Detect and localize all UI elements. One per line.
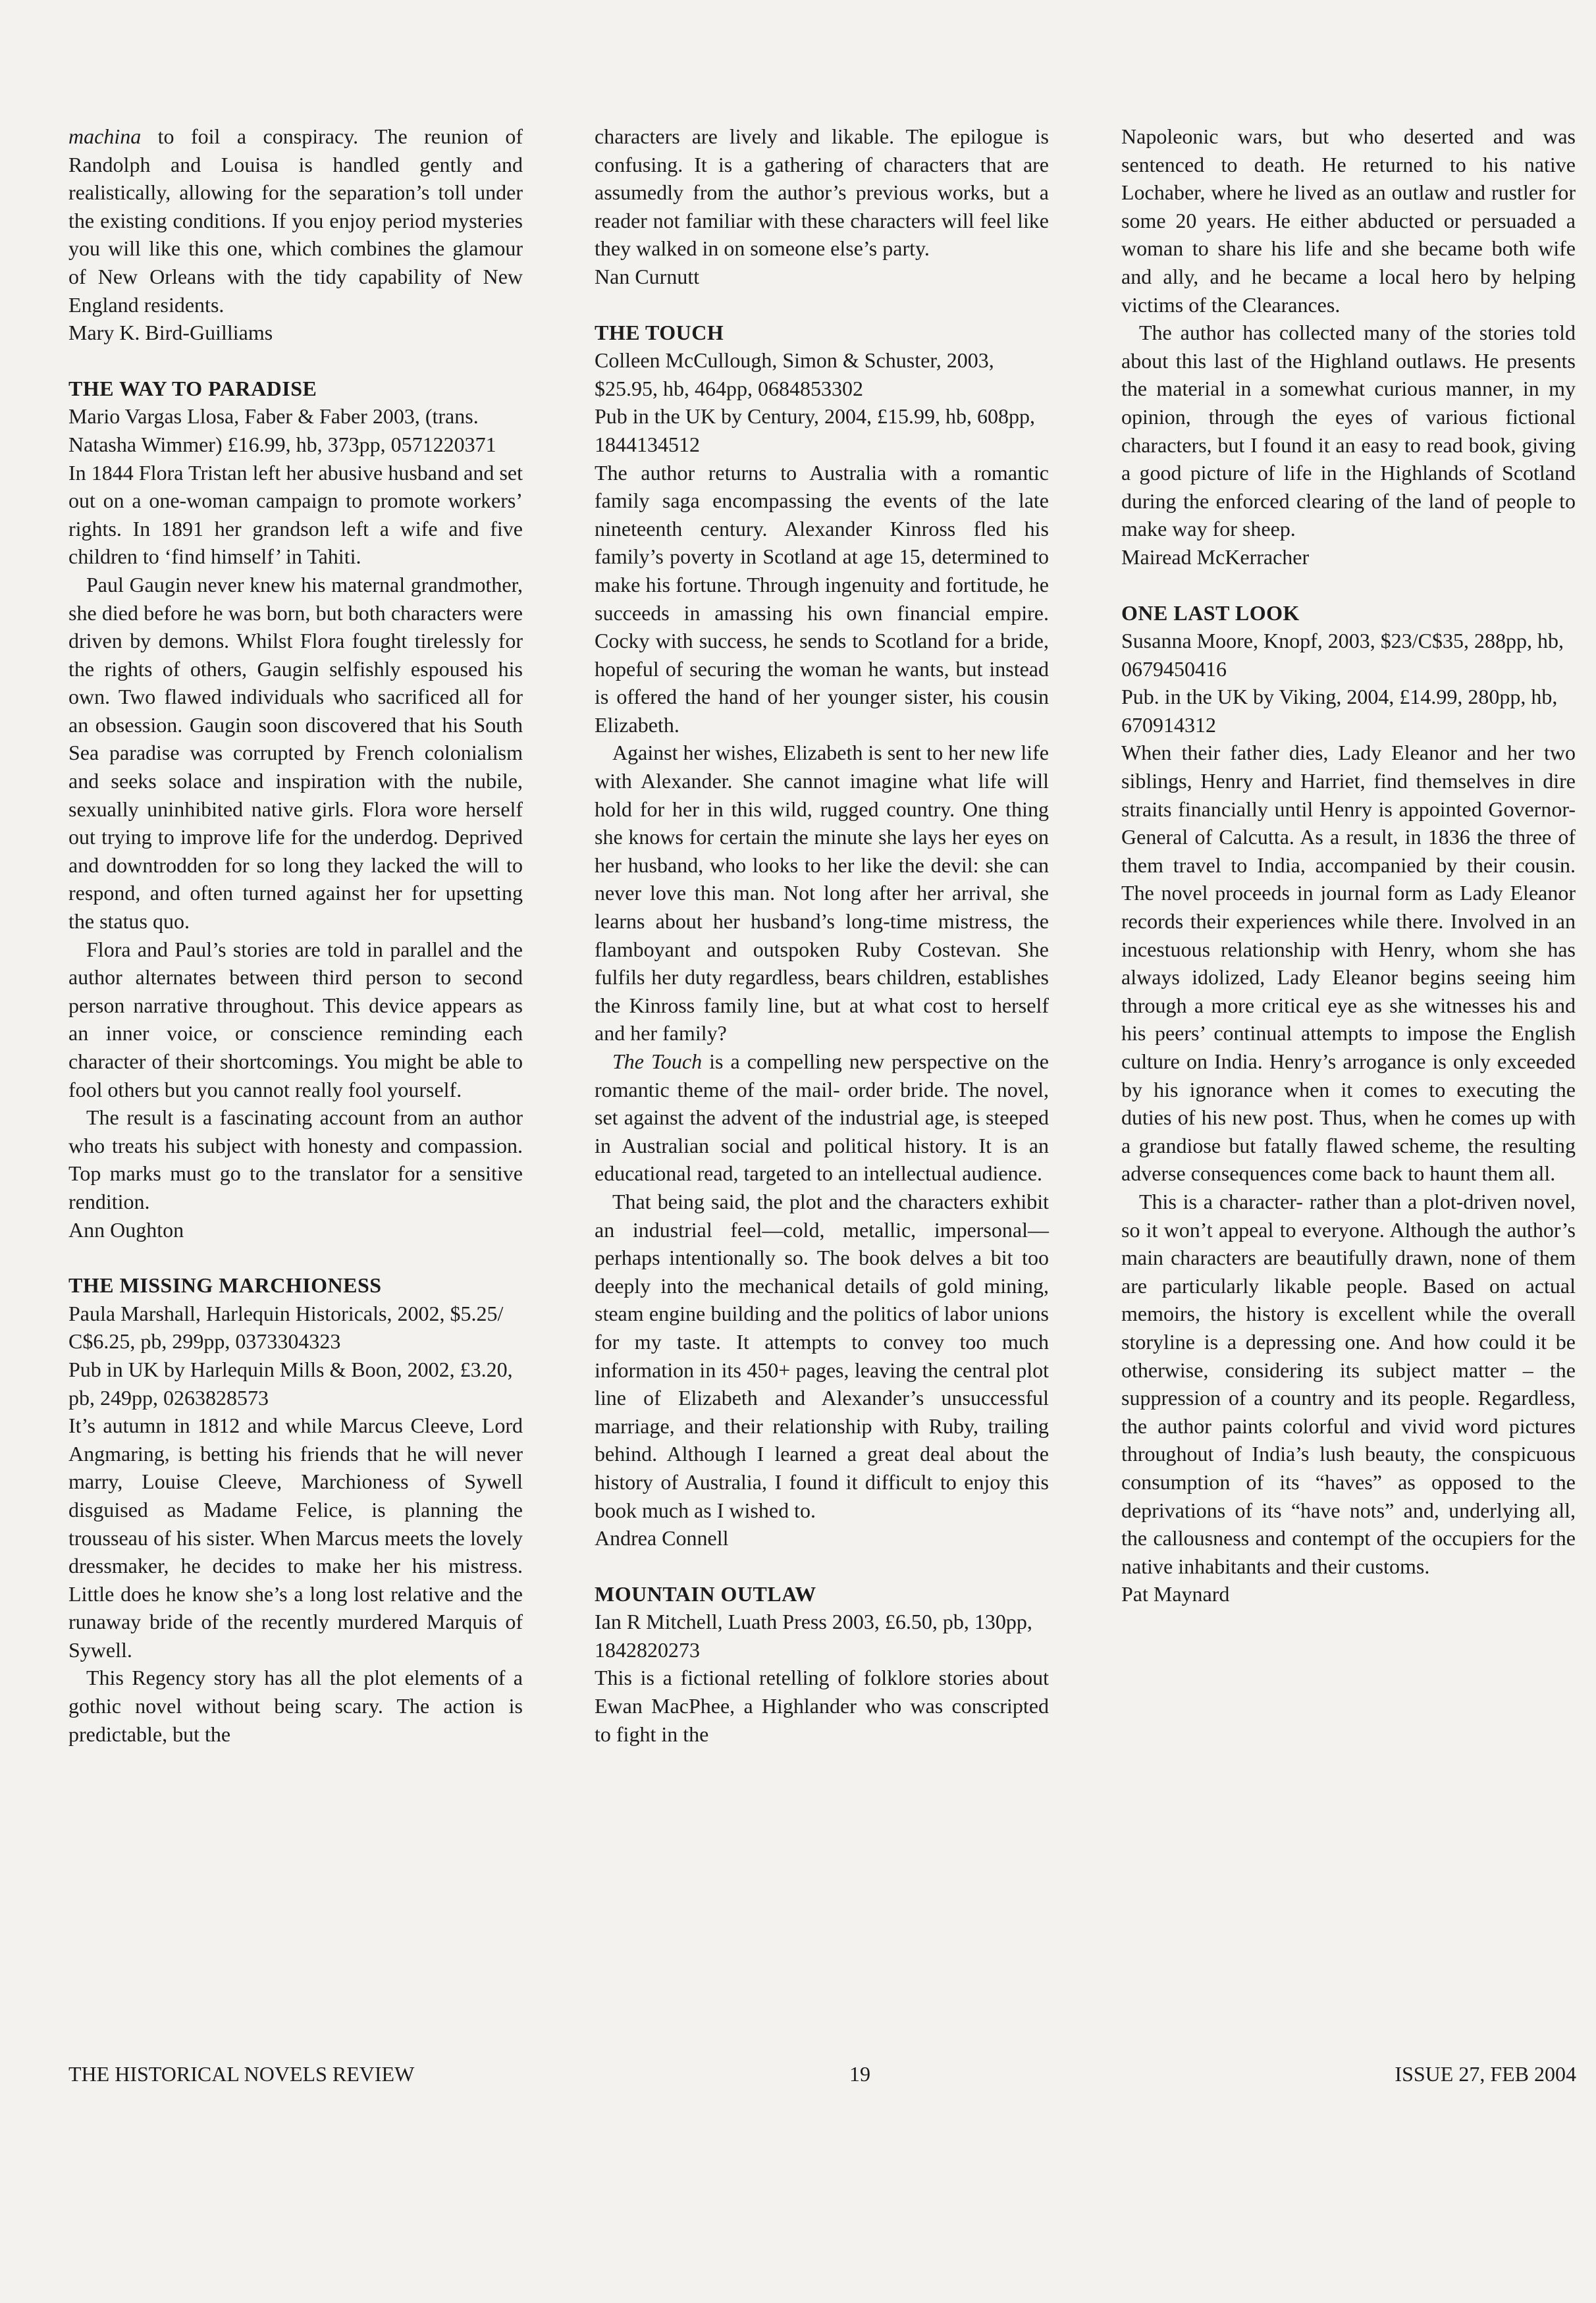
review-tail-paragraph	[68, 122, 523, 319]
review-paragraph: When their father dies, Lady Eleanor and her two siblings, Henry and Harriet, find themselves in dire straits financially until Henry is appointed Governor-General of Calcutta. As a result, in 1836 the three of them travel to India, accompanied by their cousin. The novel proceeds in journal form as Lady Eleanor records their experiences while there. Involved in an incestuous relationship with Henry, whom she has always idolized, Lady Eleanor begins seeing him through a more critical eye as she witnesses his and his peers’ continual attempts to impose the English culture on India. Henry’s arrogance is only exceeded by his ignorance when it comes to executing the duties of his new post. Thus, when he comes up with a grandiose but fatally flawed scheme, the resulting adverse consequences come back to haunt them all.	[1121, 741, 1576, 1186]
review-paragraph: The author returns to Australia with a romantic family saga encompassing the events of the late nineteenth century. Alexander Kinross fled his family’s poverty in Scotland at age 15, determined to make his fortune. Through ingenuity and fortitude, he succeeds in amassing his own financial empire. Cocky with success, he sends to Scotland for a bride, hopeful of securing the woman he wants, but instead is offered the hand of her younger sister, his cousin Elizabeth.	[595, 460, 1049, 737]
review-paragraph: Paul Gaugin never knew his maternal grandmother, she died before he was born, but both characters were driven by demons. Whilst Flora fought tirelessly for the rights of others, Gaugin selfishly espoused his own. Two flawed individuals who sacrificed all for an obsession. Gaugin soon discovered that his South Sea paradise was corrupted by French colonialism and seeks solace and inspiration with the nubile, sexually uninhibited native girls. Flora wore herself out trying to improve life for the underdog. Deprived and downtrodden for so long they lacked the will to respond, and often turned against her for upsetting the status quo.	[68, 572, 523, 934]
book-details: Colleen McCullough, Simon & Schuster, 2003, $25.95, hb, 464pp, 0684853302	[595, 348, 994, 400]
column-middle	[595, 122, 1049, 1748]
review-title: THE MISSING MARCHIONESS	[68, 1273, 382, 1298]
review-title: THE TOUCH	[595, 320, 724, 344]
italic-word: machina	[68, 124, 142, 148]
review-paragraph: That being said, the plot and the characters exhibit an industrial feel—cold, metallic, impersonal—perhaps intentionally so. The book delves a bit too deeply into the mechanical details of gold mining, steam engine building and the politics of labor unions for my taste. It attempts to convey too much information in its 450+ pages, leaving the central plot line of Elizabeth and Alexander’s unsuccessful marriage, and their relationship with Ruby, trailing behind. Although I learned a great deal about the history of Australia, I found it difficult to enjoy this book much as I wished to.	[595, 1189, 1049, 1522]
review-paragraph: The author has collected many of the stories told about this last of the Highland outlaws. He presents the material in a somewhat curious manner, in my opinion, through the eyes of various fictional characters, but I found it an easy to read book, giving a good picture of life in the Highlands of Scotland during the enforced clearing of the land of people to make way for sheep.	[1121, 321, 1576, 541]
book-details: Mario Vargas Llosa, Faber & Faber 2003, (trans. Natasha Wimmer) £16.99, hb, 373pp, 0571220371	[68, 404, 496, 456]
reviewer-name: Mary K. Bird-Guilliams	[68, 321, 273, 345]
review-paragraph: This Regency story has all the plot elements of a gothic novel without being scary. The action is predictable, but the	[68, 1666, 523, 1746]
column-left	[68, 122, 523, 1748]
book-details-uk: Pub in the UK by Century, 2004, £15.99, hb, 608pp, 1844134512	[595, 404, 1036, 456]
review-paragraph: characters are lively and likable. The epilogue is confusing. It is a gathering of characters that are assumedly from the author’s previous works, but a reader not familiar with these characters will feel like they walked in on someone else’s party.	[595, 124, 1049, 261]
reviewer-name: Andrea Connell	[595, 1526, 729, 1550]
book-details: Susanna Moore, Knopf, 2003, $23/C$35, 288pp, hb, 0679450416	[1121, 629, 1564, 681]
reviewer-name: Ann Oughton	[68, 1217, 184, 1242]
paragraph-text: is a compelling new perspective on the romantic theme of the mail- order bride. The novel, set against the advent of the industrial age, is steeped in Australian social and political history. It is an educational read, targeted to an intellectual audience.	[595, 1049, 1050, 1186]
review-paragraph: Flora and Paul’s stories are told in parallel and the author alternates between third person to second person narrative throughout. This device appears as an inner voice, or conscience reminding each character of their shortcomings. You might be able to fool others but you cannot really fool yourself.	[68, 937, 523, 1101]
paragraph-text: to foil a conspiracy. The reunion of Randolph and Louisa is handled gently and realistically, allowing for the separation’s toll under the existing conditions. If you enjoy period mysteries you will like this one, which combines the glamour of New Orleans with the tidy capability of New England residents.	[68, 124, 523, 317]
reviewer-name: Pat Maynard	[1121, 1582, 1230, 1606]
review-paragraph: This is a character- rather than a plot-driven novel, so it won’t appeal to everyone. Although the author’s main characters are beautifully drawn, none of them are particularly likable people. Based on actual memoirs, the history is excellent while the overall storyline is a depressing one. And how could it be otherwise, considering its subject matter – the suppression of a country and its people. Regardless, the author paints colorful and vivid word pictures throughout of India’s lush beauty, the conspicuous consumption of its “haves” as opposed to the deprivations of its “have nots” and, underlying all, the callousness and contempt of the occupiers for the native inhabitants and their customs.	[1121, 1189, 1576, 1578]
review-paragraph: Napoleonic wars, but who deserted and was sentenced to death. He returned to his native Lochaber, where he lived as an outlaw and rustler for some 20 years. He either abducted or persuaded a woman to share his life and she became both wife and ally, and he became a local hero by helping victims of the Clearances.	[1121, 124, 1576, 317]
review-paragraph	[595, 1047, 1049, 1188]
book-details-uk: Pub in UK by Harlequin Mills & Boon, 2002, £3.20, pb, 249pp, 0263828573	[68, 1357, 513, 1410]
italic-title: The Touch	[612, 1049, 703, 1073]
review-title: ONE LAST LOOK	[1121, 600, 1300, 625]
reviewer-name: Mairead McKerracher	[1121, 544, 1310, 569]
publication-name: THE HISTORICAL NOVELS REVIEW	[68, 2062, 415, 2086]
review-title: MOUNTAIN OUTLAW	[595, 1581, 816, 1606]
page-number: 19	[849, 2062, 870, 2086]
review-paragraph: Against her wishes, Elizabeth is sent to her new life with Alexander. She cannot imagine what life will hold for her in this wild, rugged country. One thing she knows for certain the minute she lays her eyes on her husband, who looks to her like the devil: she can never love this man. Not long after her arrival, she learns about her husband’s long-time mistress, the flamboyant and outspoken Ruby Costevan. She fulfils her duty regardless, bears children, establishes the Kinross family line, but at what cost to herself and her family?	[595, 741, 1049, 1046]
review-paragraph: This is a fictional retelling of folklore stories about Ewan MacPhee, a Highlander who was conscripted to fight in the	[595, 1666, 1049, 1746]
book-details-uk: Pub. in the UK by Viking, 2004, £14.99, 280pp, hb, 670914312	[1121, 685, 1558, 737]
reviewer-name: Nan Curnutt	[595, 264, 700, 288]
issue-label: ISSUE 27, FEB 2004	[1395, 2062, 1576, 2086]
review-paragraph: The result is a fascinating account from an author who treats his subject with honesty and compassion. Top marks must go to the translator for a sensitive rendition.	[68, 1105, 523, 1213]
review-title: THE WAY TO PARADISE	[68, 376, 317, 400]
book-details: Ian R Mitchell, Luath Press 2003, £6.50, pb, 130pp, 1842820273	[595, 1610, 1032, 1662]
page-footer	[68, 2062, 1576, 2091]
review-paragraph: It’s autumn in 1812 and while Marcus Cleeve, Lord Angmaring, is betting his friends that he will never marry, Louise Cleeve, Marchioness of Sywell disguised as Madame Felice, is planning the trousseau of his sister. When Marcus meets the lovely dressmaker, he decides to make her his mistress. Little does he know she’s a long lost relative and the runaway bride of the recently murdered Marquis of Sywell.	[68, 1414, 523, 1662]
book-details: Paula Marshall, Harlequin Historicals, 2002, $5.25/ C$6.25, pb, 299pp, 0373304323	[68, 1301, 504, 1354]
column-right	[1121, 122, 1576, 1608]
review-paragraph: In 1844 Flora Tristan left her abusive husband and set out on a one-woman campaign to promote workers’ rights. In 1891 her grandson left a wife and five children to ‘find himself’ in Tahiti.	[68, 460, 523, 569]
